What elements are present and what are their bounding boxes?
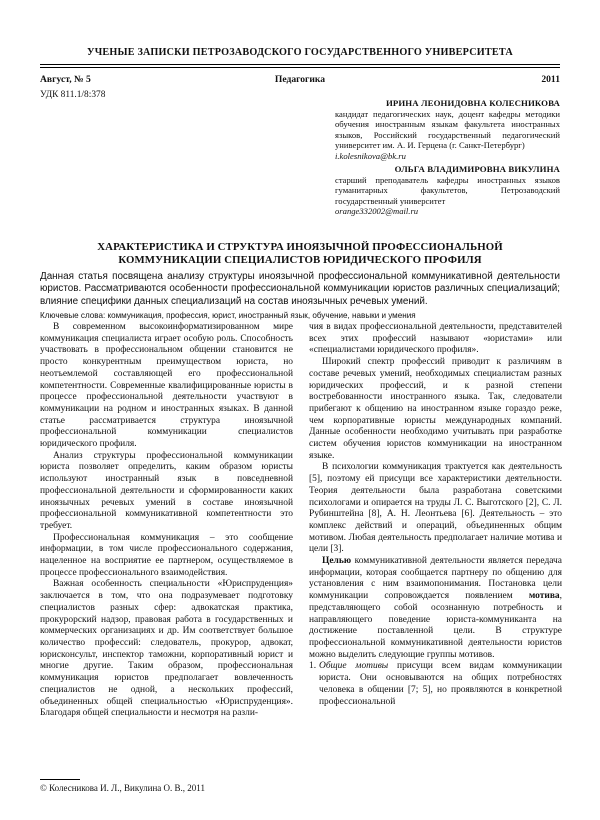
author-block-2 [335,164,560,217]
paragraph: Анализ структуры профессиональной коммуникации юриста позволяет определить, каким образом юристы используют иностранный язык в повседневной профессиональной деятельности и сформированности каких иноязычных речевых умений в составе иноязычной профессиональной коммуникативной компетентности это требует. [40,450,293,531]
udc-code: УДК 811.1/8:378 [40,90,106,100]
footnote-rule [40,779,80,780]
paragraph: В современном высокоинформатизированном мире коммуникация специалиста играет особую роль. Способность участвовать в профессиональном общении становится не просто конкурентным преимуществом юриста, но неотъемлемой составляющей его профессиональной компетентности. Современные квалифицированные юристы в процессе профессиональной деятельности участвуют в коммуникации на родном и иностранных языках. В данной статье рассматривается структура иноязычной профессиональной коммуникации специалистов юридического профиля. [40,322,293,450]
list-item [309,661,562,708]
issue-row [40,74,560,88]
header-rule-top [40,64,560,65]
paragraph: Широкий спектр профессий приводит к различиям в составе речевых умений, необходимых специалистам разных юридических профессий, и к разной степени востребованности иностранного языка. Так, следователи прибегают к общению на иностранном языке гораздо реже, чем корпоративные юристы международных компаний. Данные особенности необходимо учитывать при разработке систем обучения юристов коммуникации на иностранном языке. [309,357,562,461]
author-info: кандидат педагогических наук, доцент кафедры методики обучения иностранным языкам факультета иностранных языков, Российский государственный педагогический университет им. А. И. Герцена (г. Санкт-Петербург) [335,108,560,150]
paragraph-text: , представляющего собой осознанную потребность и направляющего поведение юриста-коммуниканта на достижение поставленной цели. В структуре профессиональной коммуникативной деятельности юристов можно выделить следующие группы мотивов. [309,591,562,660]
list-item-text: присущи всем видам коммуникации юриста. Они основываются на общих потребностях человека в общении [7; 5], но проявляются в конкретной профессиональной [319,661,562,707]
term-goal: Целью [322,556,352,567]
paragraph: В психологии коммуникация трактуется как деятельность [5], поэтому ей присущи все характеристики деятельности. Теория деятельности была разработана советскими психологами и опирается на труды Л. С. Выготского [2], С. Л. Рубинштейна [8], А. Н. Леонтьева [6]. Деятельность – это комплекс действий и операций, объединенных общим мотивом. Любая деятельность предполагает наличие мотива и цели [3]. [309,462,562,555]
header-rule-thin [40,67,560,68]
journal-title: УЧЕНЫЕ ЗАПИСКИ ПЕТРОЗАВОДСКОГО ГОСУДАРСТВЕННОГО УНИВЕРСИТЕТА [87,47,513,58]
author-info: старший преподаватель кафедры иностранных языков гуманитарных факультетов, Петрозаводский государственный университет [335,174,560,206]
abstract [40,271,560,308]
right-column [309,322,562,708]
paragraph [309,556,562,661]
term-general-motives: Общие мотивы [319,661,389,672]
paragraph: Важная особенность специальности «Юриспруденция» заключается в том, что она подразумевает подготовку специалистов разных сфер: адвокатская практика, прокурорский надзор, правовая работа в государственных и коммерческих организациях и др. Им соответствует большое количество профессий: следователь, прокурор, адвокат, юрисконсульт, инспектор таможни, корпоративный юрист и многие другие. Таким образом, профессиональная коммуникация юристов предполагает вовлеченность специалистов не одной, а нескольких профессий, объединенных общей специальностью «Юриспруденция». Благодаря общей специальности и несмотря на разли- [40,579,293,719]
abstract-text: Данная статья посвящена анализу структуры иноязычной профессиональной коммуникативной деятельности юристов. Рассматриваются особенности профессиональной коммуникации юристов различных специализаций; влияние специфики данных специализаций на состав иноязычных речевых умений. [40,271,560,307]
article-title-line-2: КОММУНИКАЦИИ СПЕЦИАЛИСТОВ ЮРИДИЧЕСКОГО ПРОФИЛЯ [118,254,482,266]
author-email[interactable]: orange332002@mail.ru [335,206,419,216]
section-name: Педагогика [274,74,326,85]
keywords: Ключевые слова: коммуникация, профессия, юрист, иностранный язык, обучение, навыки и умения [40,311,416,320]
author-name: ОЛЬГА ВЛАДИМИРОВНА ВИКУЛИНА [394,164,560,174]
list-number: 1. [309,661,317,672]
article-title-line-1: ХАРАКТЕРИСТИКА И СТРУКТУРА ИНОЯЗЫЧНОЙ ПРОФЕССИОНАЛЬНОЙ [97,241,503,253]
term-motive: мотива [528,591,560,602]
author-block-1 [335,98,560,161]
author-name: ИРИНА ЛЕОНИДОВНА КОЛЕСНИКОВА [385,98,560,108]
issue-number: Август, № 5 [40,74,91,85]
author-email[interactable]: i.kolesnikova@bk.ru [335,150,406,161]
paragraph-text: коммуникативной деятельности является передача информации, которая сообщается партнеру по общению для установления с ним взаимопонимания. Постановка цели коммуникации сопровождается появлением [309,556,562,602]
paragraph: чия в видах профессиональной деятельности, представителей всех этих профессий называют «юристами» или «специалистами юридического профиля». [309,322,562,356]
issue-year: 2011 [541,74,560,85]
paragraph: Профессиональная коммуникация – это сообщение информации, в том числе профессионального содержания, нацеленное на восприятие ее партнером, осуществляемое в процессе профессионального взаимодействия. [40,532,293,578]
copyright: © Колесникова И. Л., Викулина О. В., 2011 [40,783,205,793]
left-column [40,322,293,720]
article-title [60,241,540,267]
